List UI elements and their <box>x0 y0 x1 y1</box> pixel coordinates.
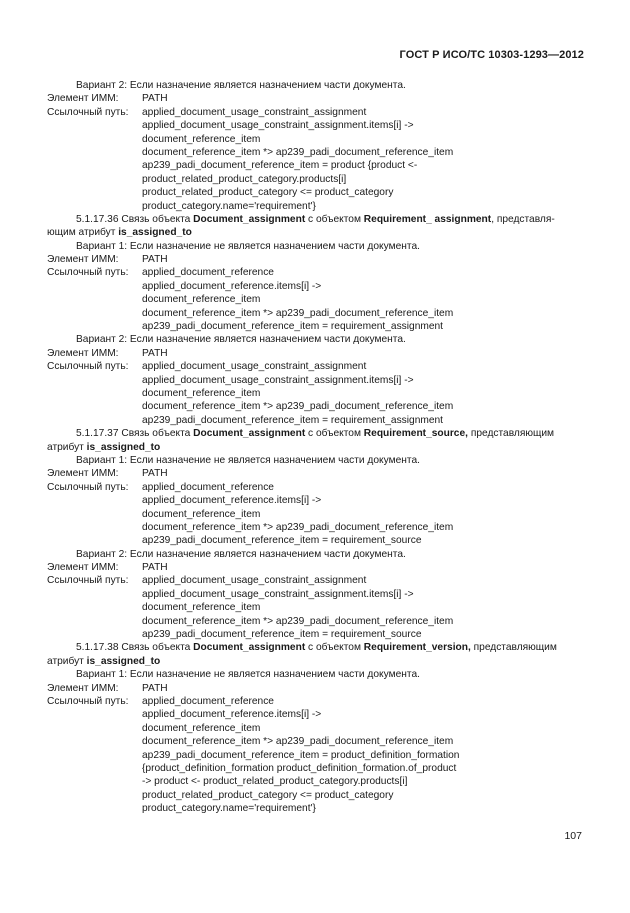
variant-line: Вариант 1: Если назначение не является назначением части документа. <box>76 240 420 252</box>
path-line: document_reference_item <box>142 294 261 306</box>
page-header: ГОСТ Р ИСО/ТС 10303-1293—2012 <box>399 49 584 61</box>
path-line: product_category.name='requirement'} <box>142 200 316 212</box>
path-line: document_reference_item <box>142 387 261 399</box>
path-line: document_reference_item *> ap239_padi_document_reference_item <box>142 736 454 748</box>
variant-line: Вариант 2: Если назначение является назначением части документа. <box>76 80 406 91</box>
path-line: applied_document_usage_constraint_assignment.items[i] -> <box>142 120 414 132</box>
element-label: Элемент ИММ: <box>47 254 119 266</box>
path-line: document_reference_item <box>142 133 261 145</box>
attribute-name: is_assigned_to <box>86 655 161 667</box>
path-line: applied_document_reference.items[i] -> <box>142 709 322 721</box>
variant-line: Вариант 2: Если назначение является назначением части документа. <box>76 334 406 346</box>
page-number: 107 <box>564 830 582 842</box>
path-row <box>47 266 587 279</box>
entity-name: Document_assignment <box>193 213 306 225</box>
path-row <box>47 106 587 119</box>
section-text: представляющим <box>467 428 555 440</box>
section-heading-cont <box>47 655 587 668</box>
section-text: атрибут <box>47 441 87 453</box>
path-line: applied_document_reference.items[i] -> <box>142 495 322 507</box>
path-label: Ссылочный путь: <box>47 106 129 118</box>
entity-name: Requirement_source, <box>363 428 468 440</box>
path-line: ap239_padi_document_reference_item = requirement_assignment <box>142 414 444 426</box>
section-text: с объектом <box>305 213 364 225</box>
path-row <box>47 574 587 587</box>
path-line: product_related_product_category <= product_category <box>142 789 394 801</box>
path-label: Ссылочный путь: <box>47 481 129 493</box>
path-line: ap239_padi_document_reference_item = requirement_source <box>142 629 422 641</box>
section-number: 5.1.17.37 <box>76 428 119 440</box>
section-heading-cont <box>47 441 587 454</box>
path-row <box>47 481 587 494</box>
section-heading <box>47 213 587 226</box>
entity-name: Document_assignment <box>193 642 306 654</box>
element-label: Элемент ИММ: <box>47 562 119 574</box>
element-row <box>47 92 587 105</box>
path-label: Ссылочный путь: <box>47 575 129 587</box>
document-body <box>47 79 587 815</box>
element-label: Элемент ИММ: <box>47 347 119 359</box>
element-row <box>47 347 587 360</box>
path-line: applied_document_usage_constraint_assignment.items[i] -> <box>142 374 414 386</box>
element-value: PATH <box>142 468 168 480</box>
path-row <box>47 360 587 373</box>
section-number: 5.1.17.36 <box>76 213 119 225</box>
section-heading <box>47 427 587 440</box>
path-label: Ссылочный путь: <box>47 695 129 707</box>
path-line: product_category.name='requirement'} <box>142 803 316 815</box>
section-text: представляющим <box>470 642 557 654</box>
path-line: document_reference_item *> ap239_padi_document_reference_item <box>142 307 454 319</box>
path-label: Ссылочный путь: <box>47 267 129 279</box>
section-number: 5.1.17.38 <box>76 642 119 654</box>
section-heading-cont <box>47 226 587 239</box>
path-line: applied_document_usage_constraint_assignment <box>142 106 367 118</box>
path-line: applied_document_reference.items[i] -> <box>142 280 322 292</box>
attribute-name: is_assigned_to <box>86 441 161 453</box>
path-line: applied_document_usage_constraint_assignment.items[i] -> <box>142 588 414 600</box>
path-line: document_reference_item <box>142 722 261 734</box>
element-value: PATH <box>142 254 168 266</box>
path-line: ap239_padi_document_reference_item = product {product <- <box>142 160 418 172</box>
section-text: с объектом <box>305 642 364 654</box>
section-text: с объектом <box>305 428 364 440</box>
element-value: PATH <box>142 562 168 574</box>
element-value: PATH <box>142 682 168 694</box>
section-text: ющим атрибут <box>47 227 119 239</box>
element-row <box>47 561 587 574</box>
element-row <box>47 682 587 695</box>
section-text: , представля- <box>491 213 555 225</box>
section-text: Связь объекта <box>118 642 194 654</box>
path-line: applied_document_usage_constraint_assignment <box>142 575 367 587</box>
path-line: applied_document_usage_constraint_assignment <box>142 361 367 373</box>
path-line: ap239_padi_document_reference_item = product_definition_formation <box>142 749 460 761</box>
path-line: product_related_product_category <= product_category <box>142 187 394 199</box>
path-line: document_reference_item <box>142 508 261 520</box>
path-line: document_reference_item *> ap239_padi_document_reference_item <box>142 615 454 627</box>
path-label: Ссылочный путь: <box>47 361 129 373</box>
path-line: product_related_product_category.products[i] <box>142 173 347 185</box>
variant-line: Вариант 1: Если назначение не является назначением части документа. <box>76 669 420 681</box>
entity-name: Document_assignment <box>193 428 306 440</box>
path-line: {product_definition_formation product_definition_formation.of_product <box>142 762 457 774</box>
section-text: Связь объекта <box>118 213 194 225</box>
path-row <box>47 695 587 708</box>
element-row <box>47 467 587 480</box>
path-line: document_reference_item *> ap239_padi_document_reference_item <box>142 401 454 413</box>
element-label: Элемент ИММ: <box>47 468 119 480</box>
path-line: document_reference_item *> ap239_padi_document_reference_item <box>142 146 454 158</box>
element-label: Элемент ИММ: <box>47 93 119 105</box>
path-line: -> product <- product_related_product_category.products[i] <box>142 776 408 788</box>
section-heading <box>47 641 587 654</box>
path-line: applied_document_reference <box>142 695 274 707</box>
entity-name: Requirement_ assignment <box>363 213 492 225</box>
element-row <box>47 253 587 266</box>
variant-line: Вариант 1: Если назначение не является назначением части документа. <box>76 454 420 466</box>
path-line: applied_document_reference <box>142 267 274 279</box>
element-label: Элемент ИММ: <box>47 682 119 694</box>
element-value: PATH <box>142 347 168 359</box>
path-line: applied_document_reference <box>142 481 274 493</box>
variant-line: Вариант 2: Если назначение является назначением части документа. <box>76 548 406 560</box>
entity-name: Requirement_version, <box>363 642 471 654</box>
section-text: Связь объекта <box>118 428 194 440</box>
path-line: document_reference_item <box>142 602 261 614</box>
section-text: атрибут <box>47 655 87 667</box>
attribute-name: is_assigned_to <box>118 227 192 239</box>
path-line: ap239_padi_document_reference_item = requirement_source <box>142 535 422 547</box>
element-value: PATH <box>142 93 168 105</box>
path-line: ap239_padi_document_reference_item = requirement_assignment <box>142 321 444 333</box>
path-line: document_reference_item *> ap239_padi_document_reference_item <box>142 521 454 533</box>
